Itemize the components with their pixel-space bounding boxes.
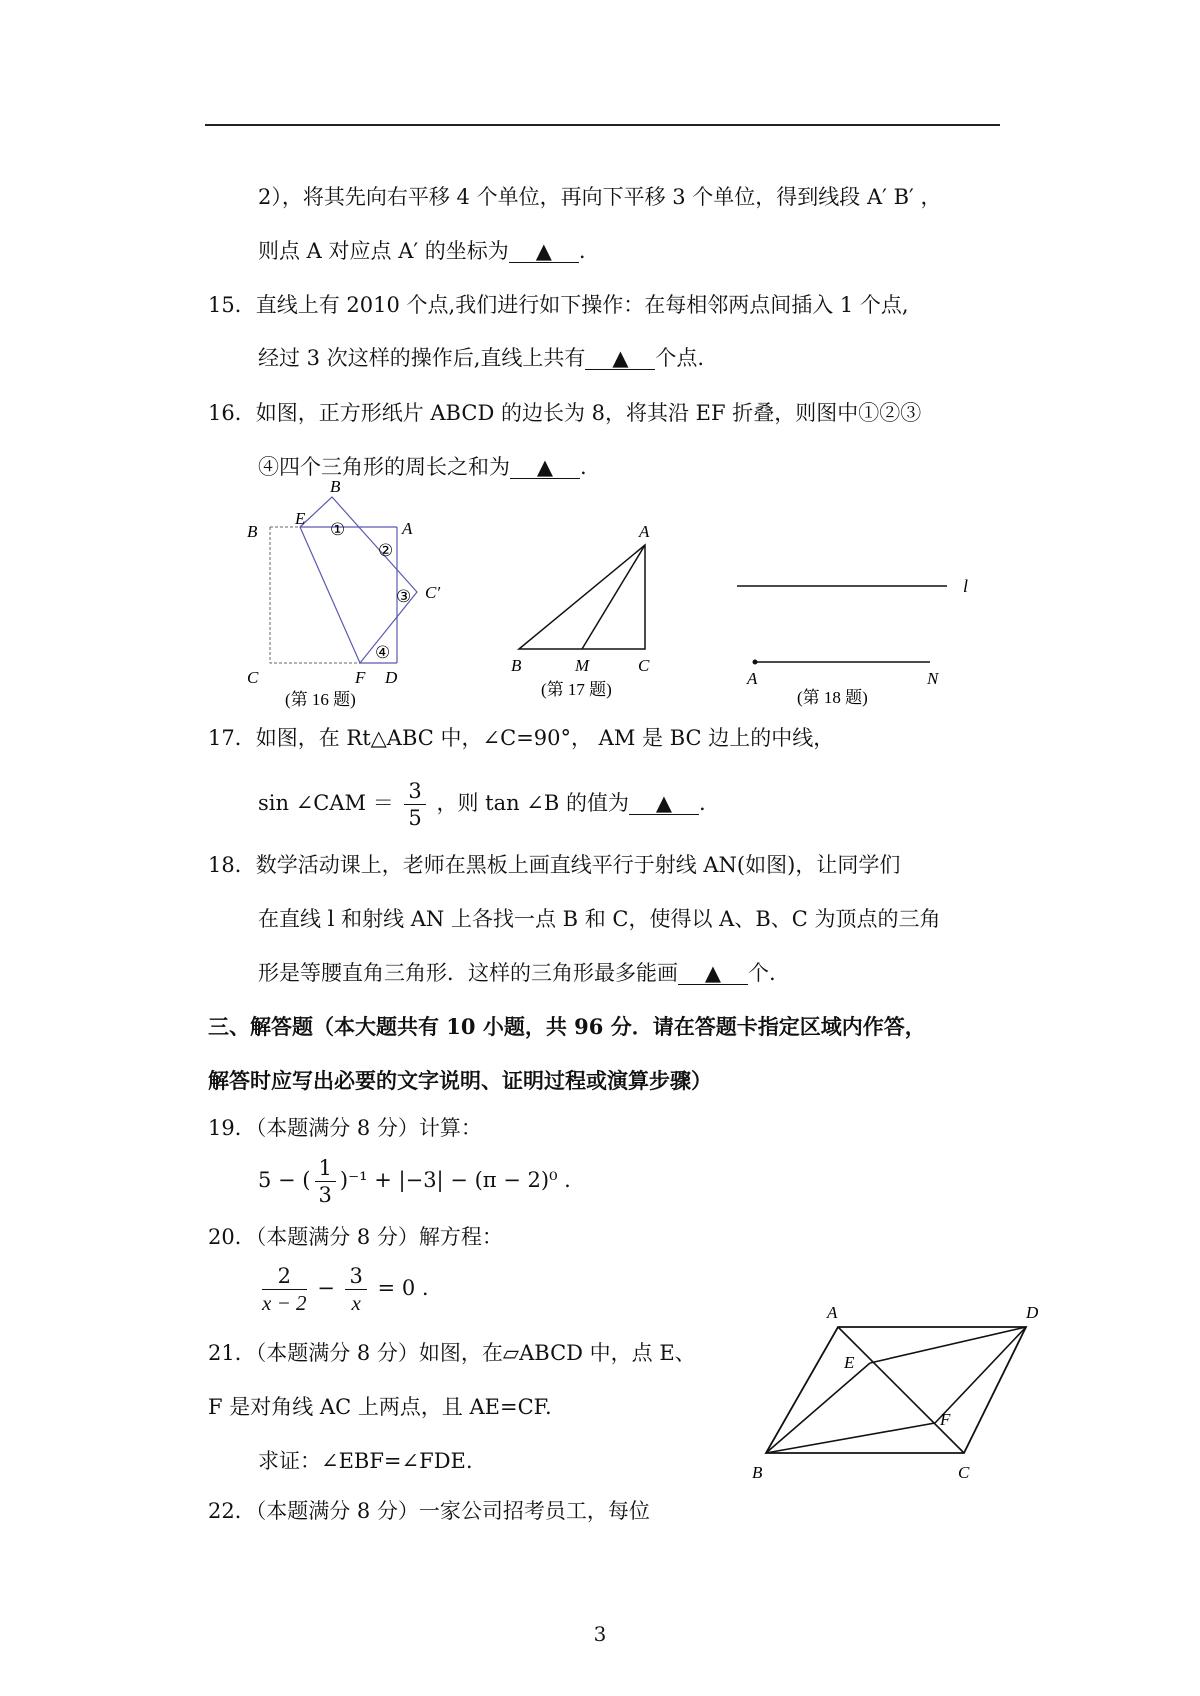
fig17-label-c: C (638, 656, 650, 675)
q16-line2: ④四个三角形的周长之和为 ▲ . (258, 455, 587, 479)
fig21-label-c: C (958, 1463, 970, 1482)
q16-answer-blank[interactable]: ▲ (510, 456, 580, 479)
fig16-label-6: C (247, 668, 259, 687)
fig17-label-m: M (575, 656, 590, 675)
fig21-label-b: B (752, 1463, 763, 1482)
q14-continuation: 2），将其先向右平移 4 个单位，再向下平移 3 个单位，得到线段 A′ B′ ， (258, 185, 942, 209)
fig21-label-d: D (1026, 1303, 1039, 1322)
q21-line1: 21．（本题满分 8 分）如图，在▱ABCD 中，点 E、 (208, 1341, 696, 1365)
fig17-caption: (第 17 题) (541, 680, 612, 699)
fig16-label-5: C′ (425, 583, 441, 602)
figure-21 (740, 1300, 1060, 1500)
fig16-label-8: D (385, 668, 398, 687)
q18-line3: 形是等腰直角三角形．这样的三角形最多能画 ▲ 个. (258, 961, 776, 985)
fig16-caption: (第 16 题) (285, 690, 356, 709)
q19-expression: 5 − ( $\frac{1}{3}$ )⁻¹ + |−3| − (π − 2)⁰ . (258, 1156, 571, 1207)
fig16-circled-2: ② (378, 541, 394, 560)
fig17-label-a: A (639, 522, 650, 541)
q20-heading: 20．（本题满分 8 分）解方程： (208, 1225, 503, 1249)
q17-fraction: $\frac{3}{5}$ (404, 778, 425, 831)
figure-18 (735, 560, 975, 720)
q22-line1: 22．（本题满分 8 分）一家公司招考员工，每位 (208, 1499, 650, 1523)
fig18-label-a: A (747, 669, 758, 688)
fig16-label-4: A (402, 519, 413, 538)
q15-answer-blank[interactable]: ▲ (585, 347, 655, 370)
fig21-label-f: F (940, 1410, 951, 1429)
q15-line2: 经过 3 次这样的操作后,直线上共有 ▲ 个点. (258, 346, 705, 370)
fig16-circled-4: ④ (375, 643, 391, 662)
section-3-instructions: 解答时应写出必要的文字说明、证明过程或演算步骤） (208, 1068, 712, 1093)
q18-line1: 18．数学活动课上，老师在黑板上画直线平行于射线 AN(如图)，让同学们 (208, 853, 901, 877)
q18-line2: 在直线 l 和射线 AN 上各找一点 B 和 C，使得以 A、B、C 为顶点的三角 (258, 907, 941, 931)
q17-line2: sin ∠CAM ＝ $\frac{3}{5}$ ，则 tan ∠B 的值为 ▲ . (258, 779, 706, 830)
q15-line1: 15．直线上有 2010 个点,我们进行如下操作：在每相邻两点间插入 1 个点, (208, 293, 909, 317)
q18-answer-blank[interactable]: ▲ (678, 962, 748, 985)
fig18-label-l: l (963, 576, 969, 596)
q17-answer-blank[interactable]: ▲ (629, 792, 699, 815)
fig16-circled-3: ③ (396, 587, 412, 606)
q17-line1: 17．如图，在 Rt△ABC 中，∠C=90°， AM 是 BC 边上的中线， (208, 726, 835, 750)
q20-fraction-1: $\frac{2}{x - 2}$ (262, 1264, 307, 1315)
figure-16 (235, 477, 441, 710)
q21-line3: 求证：∠EBF=∠FDE. (258, 1449, 473, 1473)
q21-line2: F 是对角线 AC 上两点，且 AE=CF. (208, 1395, 552, 1419)
fig21-label-e: E (844, 1353, 855, 1372)
q20-fraction-2: $\frac{3}{x}$ (345, 1263, 366, 1316)
section-3-heading: 三、解答题（本大题共有 10 小题，共 96 分．请在答题卡指定区域内作答， (208, 1014, 926, 1039)
fig18-caption: (第 18 题) (797, 688, 868, 707)
page-number: 3 (593, 1622, 607, 1646)
fig16-circled-1: ① (330, 520, 346, 539)
fig18-label-n: N (927, 669, 939, 688)
fig16-label-1: B (330, 477, 341, 496)
q19-heading: 19．（本题满分 8 分）计算： (208, 1116, 482, 1140)
fig16-label-2: E (295, 509, 306, 528)
figure-17 (505, 515, 675, 715)
q14-answer-line: 则点 A 对应点 A′ 的坐标为 ▲ . (258, 239, 586, 263)
fig17-label-b: B (511, 656, 522, 675)
q20-equation: $\frac{2}{x - 2}$ − $\frac{3}{x}$ = 0 . (262, 1264, 429, 1315)
fig21-label-a: A (827, 1303, 838, 1322)
header-rule (205, 124, 1000, 126)
fig16-label-7: F (355, 668, 366, 687)
q16-line1: 16．如图，正方形纸片 ABCD 的边长为 8，将其沿 EF 折叠，则图中①②③ (208, 401, 922, 425)
q14-answer-blank[interactable]: ▲ (509, 240, 579, 263)
fig16-label-3: B (247, 522, 258, 541)
q19-fraction: $\frac{1}{3}$ (315, 1155, 336, 1208)
